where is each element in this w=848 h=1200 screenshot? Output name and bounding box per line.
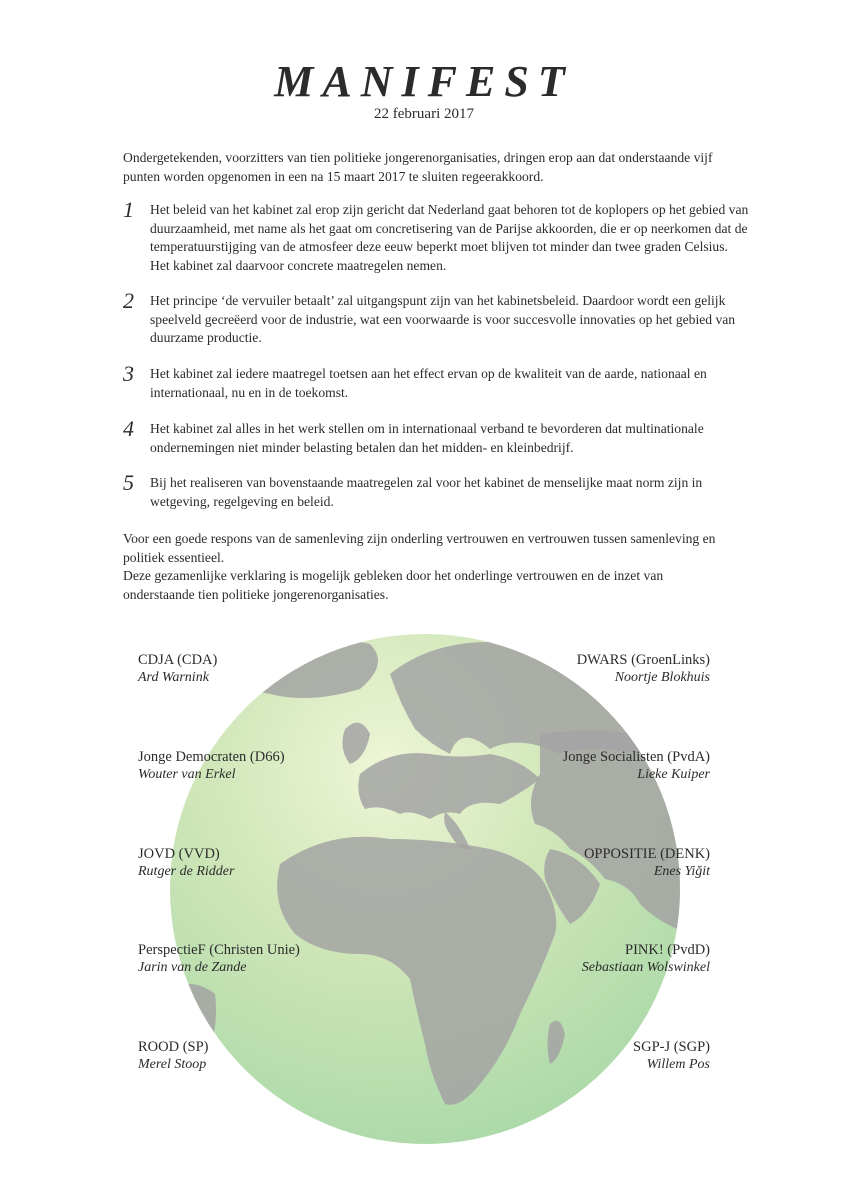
point-number: 4	[123, 416, 134, 441]
signatory-org: JOVD (VVD)	[138, 846, 220, 862]
signatory-name: Enes Yiğit	[653, 864, 710, 879]
signatory-name: Ard Warnink	[138, 670, 209, 685]
signatory-name: Jarin van de Zande	[138, 960, 247, 975]
point-number: 3	[123, 361, 134, 386]
signatory-sgpj	[430, 1038, 710, 1074]
closing-line-1: Voor een goede respons van de samenleving zijn onderling vertrouwen en vertrouwen tussen samenleving en politiek essentieel.	[123, 531, 716, 565]
closing-paragraph	[123, 530, 733, 604]
signatory-org: OPPOSITIE (DENK)	[583, 846, 710, 862]
point-text: Bij het realiseren van bovenstaande maatregelen zal voor het kabinet de menselijke maat norm zijn in wetgeving, regelgeving en beleid.	[150, 475, 703, 509]
signatory-org: DWARS (GroenLinks)	[576, 652, 710, 668]
signatory-org: CDJA (CDA)	[138, 652, 218, 668]
point-text: Het beleid van het kabinet zal erop zijn gericht dat Nederland gaat behoren tot de koplopers op het gebied van duurzaamheid, met name als het gaat om concretisering van de Parijse akkoorden, die er op neerkomen dat de temperatuurstijging van de atmosfeer deze eeuw beperkt moet blijven tot minder dan twee graden Celsius. Het kabinet zal daarvoor concrete maatregelen nemen.	[150, 202, 749, 273]
point-text: Het kabinet zal alles in het werk stellen om in internationaal verband te bevorderen dat multinationale ondernemingen niet minder belasting betalen dan het midden- en kleinbedrijf.	[150, 421, 704, 455]
point-number: 1	[123, 197, 134, 222]
signatory-oppositie	[430, 845, 710, 881]
signatory-name: Lieke Kuiper	[637, 767, 710, 782]
point-number: 5	[123, 470, 134, 495]
signatory-jonge-socialisten	[430, 748, 710, 784]
signatory-org: ROOD (SP)	[138, 1039, 209, 1055]
signatory-org: Jonge Democraten (D66)	[138, 749, 285, 765]
signatory-name: Merel Stoop	[138, 1057, 207, 1072]
point-number: 2	[123, 288, 134, 313]
point-text: Het principe ‘de vervuiler betaalt’ zal uitgangspunt zijn van het kabinetsbeleid. Daardoor wordt een gelijk speelveld gecreëerd voor de industrie, wat een voorwaarde is voor succesvolle innovaties op het gebied van duurzame productie.	[150, 293, 736, 345]
signatory-jonge-democraten	[138, 748, 418, 784]
signatory-jovd	[138, 845, 418, 881]
signatory-pink	[430, 941, 710, 977]
point-text: Het kabinet zal iedere maatregel toetsen aan het effect ervan op de kwaliteit van de aarde, nationaal en internationaal, nu en in de toekomst.	[150, 366, 707, 400]
signatory-name: Rutger de Ridder	[138, 864, 235, 879]
document-title: MANIFEST	[274, 57, 574, 106]
signatory-name: Sebastiaan Wolswinkel	[581, 960, 710, 975]
signatory-org: PINK! (PvdD)	[625, 942, 710, 958]
document-date: 22 februari 2017	[374, 106, 474, 122]
signatory-rood	[138, 1038, 418, 1074]
signatory-name: Willem Pos	[646, 1057, 710, 1072]
signatory-perspectief	[138, 941, 418, 977]
signatory-org: Jonge Socialisten (PvdA)	[562, 749, 710, 765]
signatory-name: Wouter van Erkel	[138, 767, 236, 782]
signatory-org: PerspectieF (Christen Unie)	[138, 942, 300, 958]
intro-paragraph: Ondergetekenden, voorzitters van tien politieke jongerenorganisaties, dringen erop aan dat onderstaande vijf punten worden opgenomen in een na 15 maart 2017 te sluiten regeerakkoord.	[123, 150, 713, 184]
signatory-dwars	[430, 651, 710, 687]
signatory-org: SGP-J (SGP)	[633, 1039, 710, 1055]
closing-line-2: Deze gezamenlijke verklaring is mogelijk gebleken door het onderlinge vertrouwen en de inzet van onderstaande tien politieke jongerenorganisaties.	[123, 568, 664, 602]
signatory-cdja	[138, 651, 418, 687]
signatory-name: Noortje Blokhuis	[614, 670, 710, 685]
